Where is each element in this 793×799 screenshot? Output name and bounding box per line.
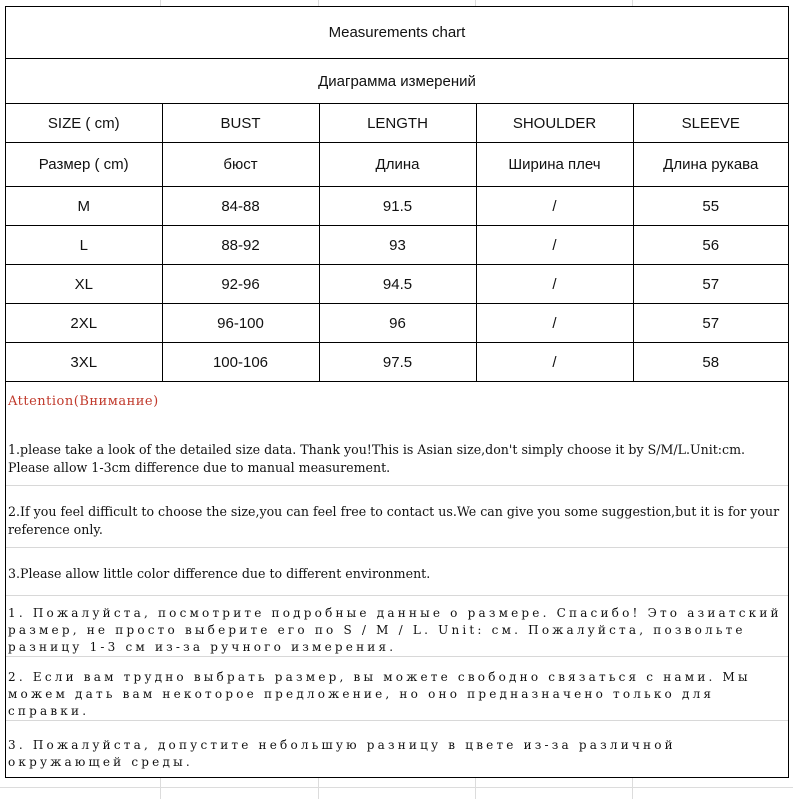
attention-label: Attention(Внимание) [8,394,159,409]
measurements-sheet [5,6,789,778]
note-ru-1: 1. Пожалуйста, посмотрите подробные данные о размере. Спасибо! Это азиатский размер, не просто выберите его по S / M / L. Unit: см. Пожалуйста, позвольте разницу 1-3 см из-за ручного измерения. [6,605,788,657]
size-table [6,104,788,382]
table-cell: 55 [633,187,788,226]
header-cell: LENGTH [319,104,476,143]
table-cell: / [476,187,633,226]
table-cell: 3XL [6,343,162,382]
table-cell: 94.5 [319,265,476,304]
header-cell: BUST [162,104,319,143]
note-ru-3: 3. Пожалуйста, допустите небольшую разницу в цвете из-за различной окружающей среды. [8,738,676,769]
table-cell: M [6,187,162,226]
table-cell: 96 [319,304,476,343]
table-cell: 57 [633,304,788,343]
header-cell: бюст [162,143,319,187]
header-cell: Ширина плеч [476,143,633,187]
table-cell: 93 [319,226,476,265]
table-cell: 96-100 [162,304,319,343]
table-cell: 97.5 [319,343,476,382]
header-row-en [6,104,788,143]
table-cell: / [476,304,633,343]
table-cell: 56 [633,226,788,265]
note-en-2: 2.If you feel difficult to choose the size,you can feel free to contact us.We can give you some suggestion,but it is for your reference only. [6,503,788,548]
note-en-1: 1.please take a look of the detailed size data. Thank you!This is Asian size,don't simply choose it by S/M/L.Unit:cm. Please allow 1-3cm difference due to manual measurement. [6,441,788,486]
table-cell: 58 [633,343,788,382]
table-cell: XL [6,265,162,304]
table-cell: L [6,226,162,265]
chart-title-ru: Диаграмма измерений [6,59,788,104]
table-cell: / [476,265,633,304]
table-cell: 84-88 [162,187,319,226]
table-row [6,343,788,382]
header-cell: Длина рукава [633,143,788,187]
table-row [6,226,788,265]
note-ru-2: 2. Если вам трудно выбрать размер, вы можете свободно связаться с нами. Мы можем дать вам некоторое предложение, но оно предназначено только для справки. [6,669,788,721]
header-cell: SHOULDER [476,104,633,143]
table-cell: 88-92 [162,226,319,265]
table-row [6,304,788,343]
table-cell: 57 [633,265,788,304]
header-cell: SLEEVE [633,104,788,143]
header-cell: Длина [319,143,476,187]
table-cell: / [476,226,633,265]
table-cell: / [476,343,633,382]
header-cell: SIZE ( cm) [6,104,162,143]
table-cell: 2XL [6,304,162,343]
table-cell: 92-96 [162,265,319,304]
note-en-3: 3.Please allow little color difference due to different environment. [6,565,788,596]
table-cell: 100-106 [162,343,319,382]
header-cell: Размер ( cm) [6,143,162,187]
table-row [6,265,788,304]
header-row-ru [6,143,788,187]
table-cell: 91.5 [319,187,476,226]
chart-title-en: Measurements chart [6,7,788,59]
table-row [6,187,788,226]
